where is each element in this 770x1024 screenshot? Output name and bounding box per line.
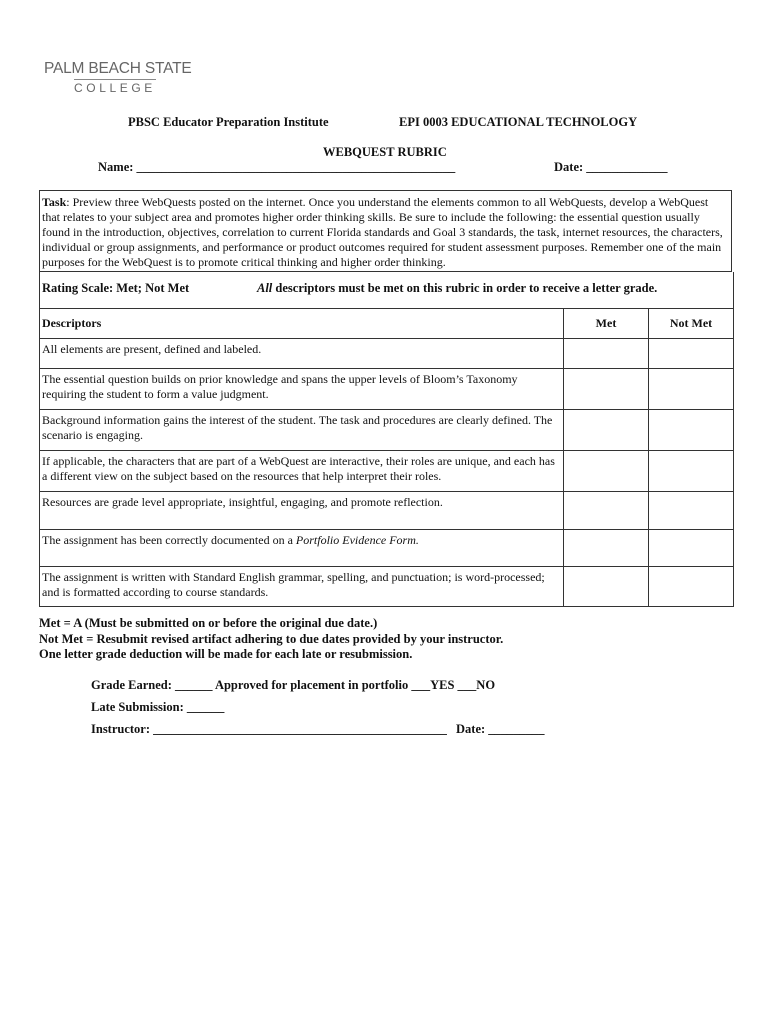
task-box (39, 190, 732, 272)
descriptor-cell: Resources are grade level appropriate, insightful, engaging, and promote reflection. (40, 492, 564, 530)
header-met: Met (564, 309, 649, 339)
instructor-date-line[interactable]: Date: _________ (456, 722, 545, 736)
table-row (40, 492, 734, 530)
grade-earned-line[interactable]: Grade Earned: ______ Approved for placement in portfolio ___YES ___NO (91, 678, 496, 692)
header-descriptors: Descriptors (40, 309, 564, 339)
note-not-met: Not Met = Resubmit revised artifact adhering to due dates provided by your instructor. (39, 631, 504, 646)
rating-all: All (257, 281, 273, 295)
met-checkbox-cell[interactable] (564, 451, 649, 492)
not-met-checkbox-cell[interactable] (649, 410, 734, 451)
descriptor-cell: All elements are present, defined and labeled. (40, 339, 564, 369)
not-met-checkbox-cell[interactable] (649, 369, 734, 410)
rating-scale: Rating Scale: Met; Not Met (42, 281, 190, 295)
met-checkbox-cell[interactable] (564, 492, 649, 530)
date-field[interactable]: Date: _____________ (554, 160, 668, 174)
header-not-met: Not Met (649, 309, 734, 339)
rubric-table (39, 308, 734, 607)
rating-note (257, 281, 657, 296)
met-checkbox-cell[interactable] (564, 567, 649, 607)
table-row (40, 451, 734, 492)
name-field[interactable]: Name: ___________________________________________________ (98, 160, 456, 174)
not-met-checkbox-cell[interactable] (649, 339, 734, 369)
table-row (40, 567, 734, 607)
logo-line1: PALM BEACH STATE (44, 60, 192, 77)
note-met: Met = A (Must be submitted on or before the original due date.) (39, 616, 378, 630)
rating-rest: descriptors must be met on this rubric in order to receive a letter grade. (272, 281, 658, 295)
late-submission-line[interactable]: Late Submission: ______ (91, 700, 225, 714)
descriptor-cell: If applicable, the characters that are part of a WebQuest are interactive, their roles are unique, and each has a different view on the subject based on the resources that help interpret their roles. (40, 451, 564, 492)
grading-notes (39, 616, 503, 663)
logo-line2: COLLEGE (74, 81, 156, 95)
table-row (40, 339, 734, 369)
college-logo (44, 60, 192, 97)
descriptor-cell: Background information gains the interest of the student. The task and procedures are clearly defined. The scenario is engaging. (40, 410, 564, 451)
not-met-checkbox-cell[interactable] (649, 451, 734, 492)
portfolio-form-name: Portfolio Evidence Form. (295, 533, 419, 547)
course-title: EPI 0003 EDUCATIONAL TECHNOLOGY (399, 115, 638, 129)
met-checkbox-cell[interactable] (564, 369, 649, 410)
table-row (40, 530, 734, 567)
not-met-checkbox-cell[interactable] (649, 492, 734, 530)
descriptor-cell (40, 530, 564, 567)
table-row (40, 410, 734, 451)
not-met-checkbox-cell[interactable] (649, 530, 734, 567)
descriptor-text: The assignment has been correctly documented on a (42, 533, 296, 547)
institute-title: PBSC Educator Preparation Institute (128, 115, 329, 129)
descriptor-cell: The assignment is written with Standard English grammar, spelling, and punctuation; is word-processed; and is formatted according to course standards. (40, 567, 564, 607)
met-checkbox-cell[interactable] (564, 339, 649, 369)
met-checkbox-cell[interactable] (564, 530, 649, 567)
met-checkbox-cell[interactable] (564, 410, 649, 451)
note-late: One letter grade deduction will be made for each late or resubmission. (39, 647, 413, 661)
table-row (40, 369, 734, 410)
rating-box (39, 272, 734, 309)
task-label: Task (42, 195, 67, 209)
task-text: : Preview three WebQuests posted on the internet. Once you understand the elements common to all WebQuests, develop a WebQuest that relates to your subject area and promotes higher order thinking skills. Be sure to include the following: the essential question usually found in the introduction, objectives, correlation to current Florida standards and Goal 3 standards, the task, internet resources, the characters, individual or group assignments, and performance or product outcomes required for student assessment purposes. Remember one of the main purposes for the WebQuest is to promote critical thinking and higher order thinking. (42, 195, 723, 269)
instructor-line[interactable]: Instructor: _______________________________________________ (91, 722, 447, 736)
table-header-row (40, 309, 734, 339)
descriptor-cell: The essential question builds on prior knowledge and spans the upper levels of Bloom’s Taxonomy requiring the student to form a value judgment. (40, 369, 564, 410)
not-met-checkbox-cell[interactable] (649, 567, 734, 607)
page-title: WEBQUEST RUBRIC (323, 145, 447, 159)
